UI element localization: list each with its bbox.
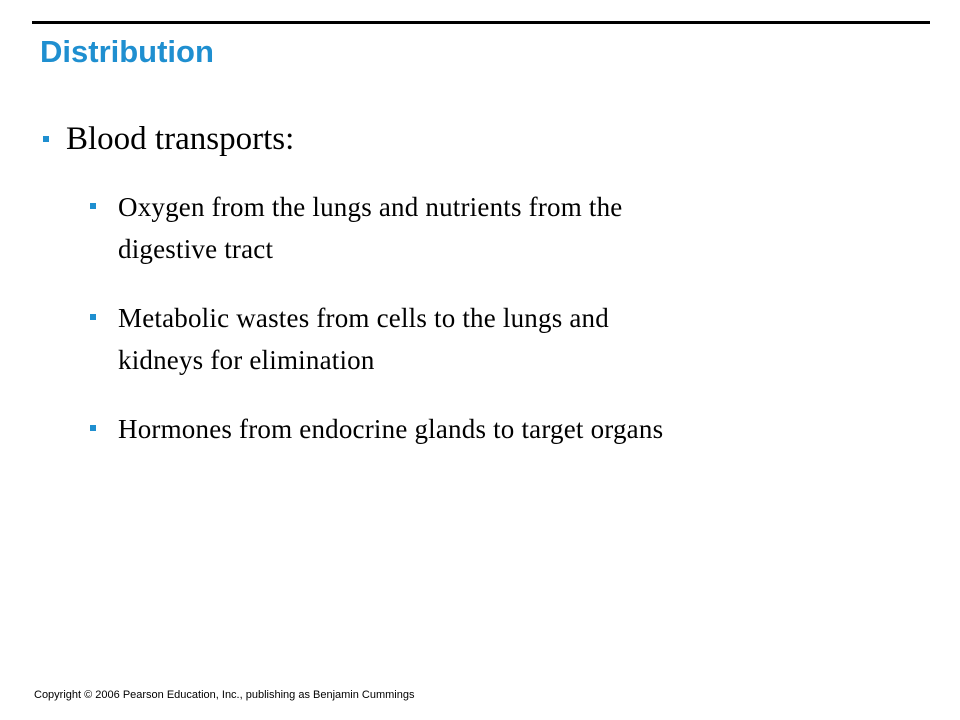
sub-bullet-line: digestive tract: [118, 234, 274, 264]
sub-bullet-line: Metabolic wastes from cells to the lungs and: [118, 303, 609, 333]
copyright-footer: Copyright © 2006 Pearson Education, Inc., publishing as Benjamin Cummings: [34, 689, 415, 701]
sub-bullet-line: Hormones from endocrine glands to target organs: [118, 414, 664, 444]
bullet-square-icon: [43, 136, 49, 142]
bullet-square-icon: [90, 203, 96, 209]
bullet-square-icon: [90, 425, 96, 431]
slide-title: Distribution: [40, 34, 214, 69]
sub-bullet-line: Oxygen from the lungs and nutrients from the: [118, 192, 623, 222]
bullet-square-icon: [90, 314, 96, 320]
main-bullet-text: Blood transports:: [66, 121, 295, 157]
top-divider-line: [32, 21, 930, 24]
sub-bullet-line: kidneys for elimination: [118, 345, 375, 375]
